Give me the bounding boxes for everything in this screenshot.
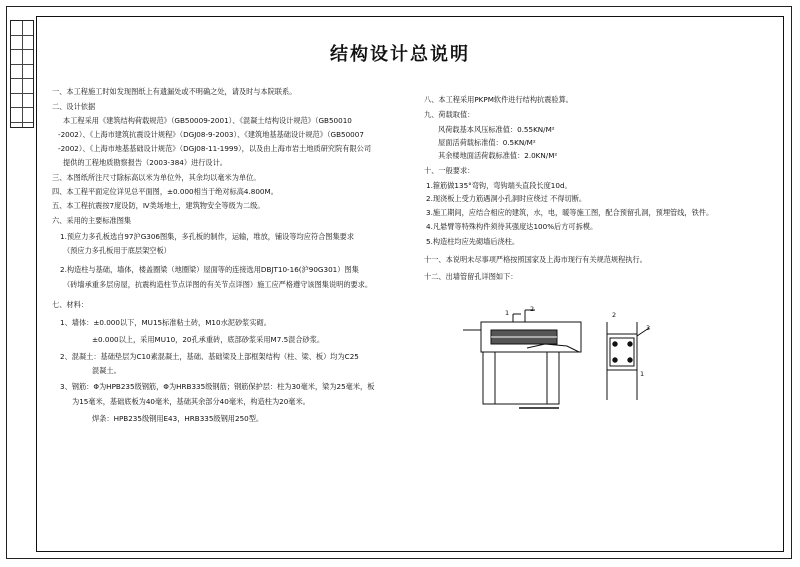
detail-callout: 1 bbox=[505, 309, 510, 317]
note-line: 2.构造柱与基础，墙体，楼盖圈梁（地圈梁）屋面等的连接选用DBJT10-16(沪90G301）图集 bbox=[60, 265, 359, 274]
page-title: 结构设计总说明 bbox=[330, 44, 470, 65]
note-line: 焊条：HPB235级钢用E43，HRB335级钢用250型。 bbox=[92, 414, 264, 423]
note-line: 1.箍筋做135°弯钩，弯钩端头直段长度10d。 bbox=[426, 181, 572, 190]
section-heading: 二、设计依据 bbox=[52, 102, 96, 111]
note-line: 3、钢筋：Φ为HPB235级钢筋，Φ为HRB335级钢筋；钢筋保护层：柱为30毫米，梁为25毫米，板 bbox=[60, 382, 375, 391]
note-line: -2002）、《上海市建筑抗震设计规程》（DGJ08-9-2003）、《建筑地基基础设计规范》（GB50007 bbox=[58, 130, 364, 139]
note-line: 1、墙体：±0.000以下，MU15标准粘土砖，M10水泥砂浆实砌。 bbox=[60, 318, 271, 327]
note-line: 3.施工期间，应结合相应的建筑，水，电，暖等施工图，配合预留孔洞，预埋管线，铁件。 bbox=[426, 208, 714, 217]
note-line: 三、本图纸所注尺寸除标高以米为单位外，其余均以毫米为单位。 bbox=[52, 173, 261, 182]
note-line: 四、本工程平面定位详见总平面图，±0.000相当于绝对标高4.800M。 bbox=[52, 187, 278, 196]
note-line: 提供的工程地质勘察报告（2003-384）进行设计。 bbox=[63, 158, 227, 167]
detail-callout: 3 bbox=[646, 324, 651, 332]
section-heading: 十二、出墙管留孔详图如下： bbox=[424, 272, 518, 281]
section-heading: 十一、本说明未尽事项严格按照国家及上海市现行有关规范规程执行。 bbox=[424, 255, 647, 264]
note-line: 2、混凝土：基础垫层为C10素混凝土，基础、基础梁及上部框架结构（柱、梁、板）均为C25 bbox=[60, 352, 359, 361]
note-line: 为15毫米，基础底板为40毫米，基础其余部分40毫米，构造柱为20毫米。 bbox=[72, 397, 310, 406]
load-value: 屋面活荷载标准值：0.5KN/M² bbox=[438, 138, 536, 147]
load-value: 风荷载基本风压标准值：0.55KN/M² bbox=[438, 125, 555, 134]
detail-callout: 1 bbox=[640, 370, 645, 378]
note-line: ±0.000以上，采用MU10，20孔承重砖，底部砂浆采用M7.5混合砂浆。 bbox=[92, 335, 325, 344]
note-line: 本工程采用《建筑结构荷载规范》（GB50009-2001）、《混凝土结构设计规范》（GB50010 bbox=[63, 116, 352, 125]
note-line: -2002）、《上海市地基基础设计规范》（DGJ08-11-1999），以及由上海市岩土地质研究院有限公司 bbox=[58, 144, 372, 153]
note-line: （预应力多孔板用于底层架空板） bbox=[63, 246, 171, 255]
note-line: 5.构造柱均应先砌墙后浇柱。 bbox=[426, 237, 520, 246]
note-line: （砖墙承重多层房屋，抗震构造柱节点详图的有关节点详图）施工应严格遵守该图集说明的要求。 bbox=[63, 280, 373, 289]
load-value: 其余楼地面活荷载标准值：2.0KN/M² bbox=[438, 151, 558, 160]
section-heading: 八、本工程采用PKPM软件进行结构抗震验算。 bbox=[424, 95, 573, 104]
note-line: 五、本工程抗震按7度设防，Ⅳ类场地土，建筑物安全等级为二级。 bbox=[52, 201, 265, 210]
note-line: 2.现浇板上受力筋遇洞小孔洞时应绕过 不得切断。 bbox=[426, 194, 587, 203]
note-line: 一、本工程施工时如发现图纸上有遗漏处或不明确之处，请及时与本院联系。 bbox=[52, 87, 297, 96]
note-line: 混凝土。 bbox=[92, 366, 121, 375]
pipe-opening-detail bbox=[455, 300, 655, 415]
detail-callout: 2 bbox=[530, 305, 535, 313]
detail-callout: 2 bbox=[612, 311, 617, 319]
section-heading: 六、采用的主要标准图集 bbox=[52, 216, 132, 225]
section-heading: 九、荷载取值： bbox=[424, 110, 475, 119]
title-block-strip bbox=[10, 20, 34, 128]
note-line: 4.凡悬臂等特殊构件须待其强度达100%后方可拆模。 bbox=[426, 222, 598, 231]
note-line: 1.预应力多孔板选自97沪G306图集，多孔板的制作，运输，堆放，铺设等均应符合图集要求 bbox=[60, 232, 355, 241]
section-heading: 十、一般要求： bbox=[424, 166, 475, 175]
section-heading: 七、材料： bbox=[52, 300, 88, 309]
